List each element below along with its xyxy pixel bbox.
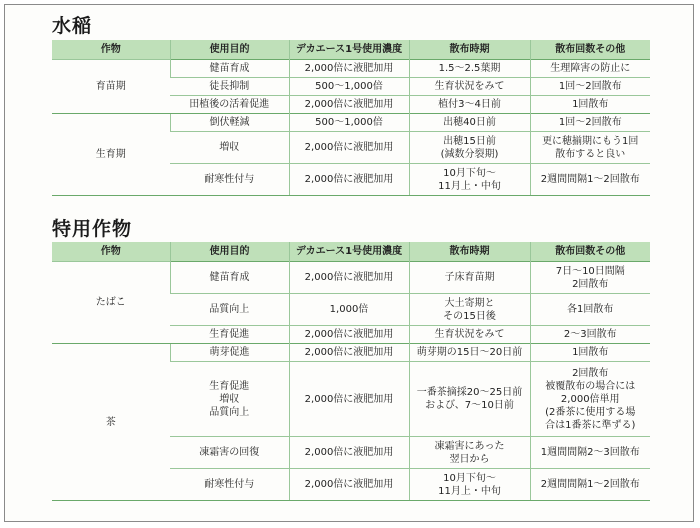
table-cell: 生理障害の防止に xyxy=(530,60,650,78)
crop-cell: 育苗期 xyxy=(52,60,170,114)
table-cell: 1回〜2回散布 xyxy=(530,78,650,96)
column-header: 散布時期 xyxy=(409,242,530,262)
table-cell: 田植後の活着促進 xyxy=(170,96,289,114)
table-cell: 1回〜2回散布 xyxy=(530,114,650,132)
table-cell: 耐寒性付与 xyxy=(170,469,289,501)
table-cell: 500〜1,000倍 xyxy=(289,114,409,132)
table-cell: 1.5〜2.5葉期 xyxy=(409,60,530,78)
column-header: 散布回数その他 xyxy=(530,242,650,262)
table-cell: 2週間間隔1〜2回散布 xyxy=(530,164,650,196)
header-row xyxy=(52,242,650,262)
column-header: 使用目的 xyxy=(170,40,289,60)
table-cell: 1回散布 xyxy=(530,96,650,114)
table-cell: 健苗育成 xyxy=(170,262,289,294)
table-cell: 更に穂揃期にもう1回 散布すると良い xyxy=(530,132,650,164)
table-cell: 一番茶摘採20〜25日前 および、7〜10日前 xyxy=(409,362,530,437)
table-row xyxy=(52,114,650,132)
table-cell: 生育状況をみて xyxy=(409,326,530,344)
table-cell: 出穂40日前 xyxy=(409,114,530,132)
special-crops-table xyxy=(52,242,650,501)
table-cell: 2,000倍に液肥加用 xyxy=(289,344,409,362)
table-cell: 2回散布 被覆散布の場合には 2,000倍単用 (2番茶に使用する場 合は1番茶に準ずる) xyxy=(530,362,650,437)
column-header: 散布時期 xyxy=(409,40,530,60)
column-header: デカエース1号使用濃度 xyxy=(289,40,409,60)
section-title-rice: 水稲 xyxy=(52,15,93,37)
column-header: デカエース1号使用濃度 xyxy=(289,242,409,262)
table-cell: 倒伏軽減 xyxy=(170,114,289,132)
table-cell: 凍霜害にあった 翌日から xyxy=(409,437,530,469)
section-title-special-crops: 特用作物 xyxy=(52,218,133,240)
rice-table xyxy=(52,40,650,196)
table-cell: 2,000倍に液肥加用 xyxy=(289,132,409,164)
table-cell: 2,000倍に液肥加用 xyxy=(289,60,409,78)
table-cell: 生育状況をみて xyxy=(409,78,530,96)
table-cell: 生育促進 xyxy=(170,326,289,344)
table-cell: 1,000倍 xyxy=(289,294,409,326)
table-cell: 植付3〜4日前 xyxy=(409,96,530,114)
table-cell: 大土寄期と その15日後 xyxy=(409,294,530,326)
table-row xyxy=(52,60,650,78)
table-cell: 子床育苗期 xyxy=(409,262,530,294)
header-row xyxy=(52,40,650,60)
table-cell: 2,000倍に液肥加用 xyxy=(289,437,409,469)
table-cell: 2,000倍に液肥加用 xyxy=(289,362,409,437)
table-cell: 萌芽促進 xyxy=(170,344,289,362)
table-cell: 2,000倍に液肥加用 xyxy=(289,326,409,344)
table-cell: 500〜1,000倍 xyxy=(289,78,409,96)
table-cell: 萌芽期の15日〜20日前 xyxy=(409,344,530,362)
crop-cell: たばこ xyxy=(52,262,170,344)
table-cell: 1週間間隔2〜3回散布 xyxy=(530,437,650,469)
table-cell: 品質向上 xyxy=(170,294,289,326)
table-cell: 1回散布 xyxy=(530,344,650,362)
table-cell: 10月下旬〜 11月上・中旬 xyxy=(409,469,530,501)
table-cell: 2,000倍に液肥加用 xyxy=(289,469,409,501)
column-header: 散布回数その他 xyxy=(530,40,650,60)
table-cell: 徒長抑制 xyxy=(170,78,289,96)
table-cell: 2〜3回散布 xyxy=(530,326,650,344)
table-row xyxy=(52,262,650,294)
table-cell: 7日〜10日間隔 2回散布 xyxy=(530,262,650,294)
table-cell: 耐寒性付与 xyxy=(170,164,289,196)
table-cell: 増収 xyxy=(170,132,289,164)
crop-cell: 生育期 xyxy=(52,114,170,196)
table-cell: 生育促進 増収 品質向上 xyxy=(170,362,289,437)
table-cell: 2,000倍に液肥加用 xyxy=(289,164,409,196)
table-cell: 2週間間隔1〜2回散布 xyxy=(530,469,650,501)
table-cell: 2,000倍に液肥加用 xyxy=(289,262,409,294)
table-cell: 健苗育成 xyxy=(170,60,289,78)
table-cell: 凍霜害の回復 xyxy=(170,437,289,469)
column-header: 使用目的 xyxy=(170,242,289,262)
table-cell: 2,000倍に液肥加用 xyxy=(289,96,409,114)
table-cell: 出穂15日前 (減数分裂期) xyxy=(409,132,530,164)
column-header: 作物 xyxy=(52,40,170,60)
table-cell: 10月下旬〜 11月上・中旬 xyxy=(409,164,530,196)
table-cell: 各1回散布 xyxy=(530,294,650,326)
column-header: 作物 xyxy=(52,242,170,262)
table-row xyxy=(52,344,650,362)
crop-cell: 茶 xyxy=(52,344,170,501)
